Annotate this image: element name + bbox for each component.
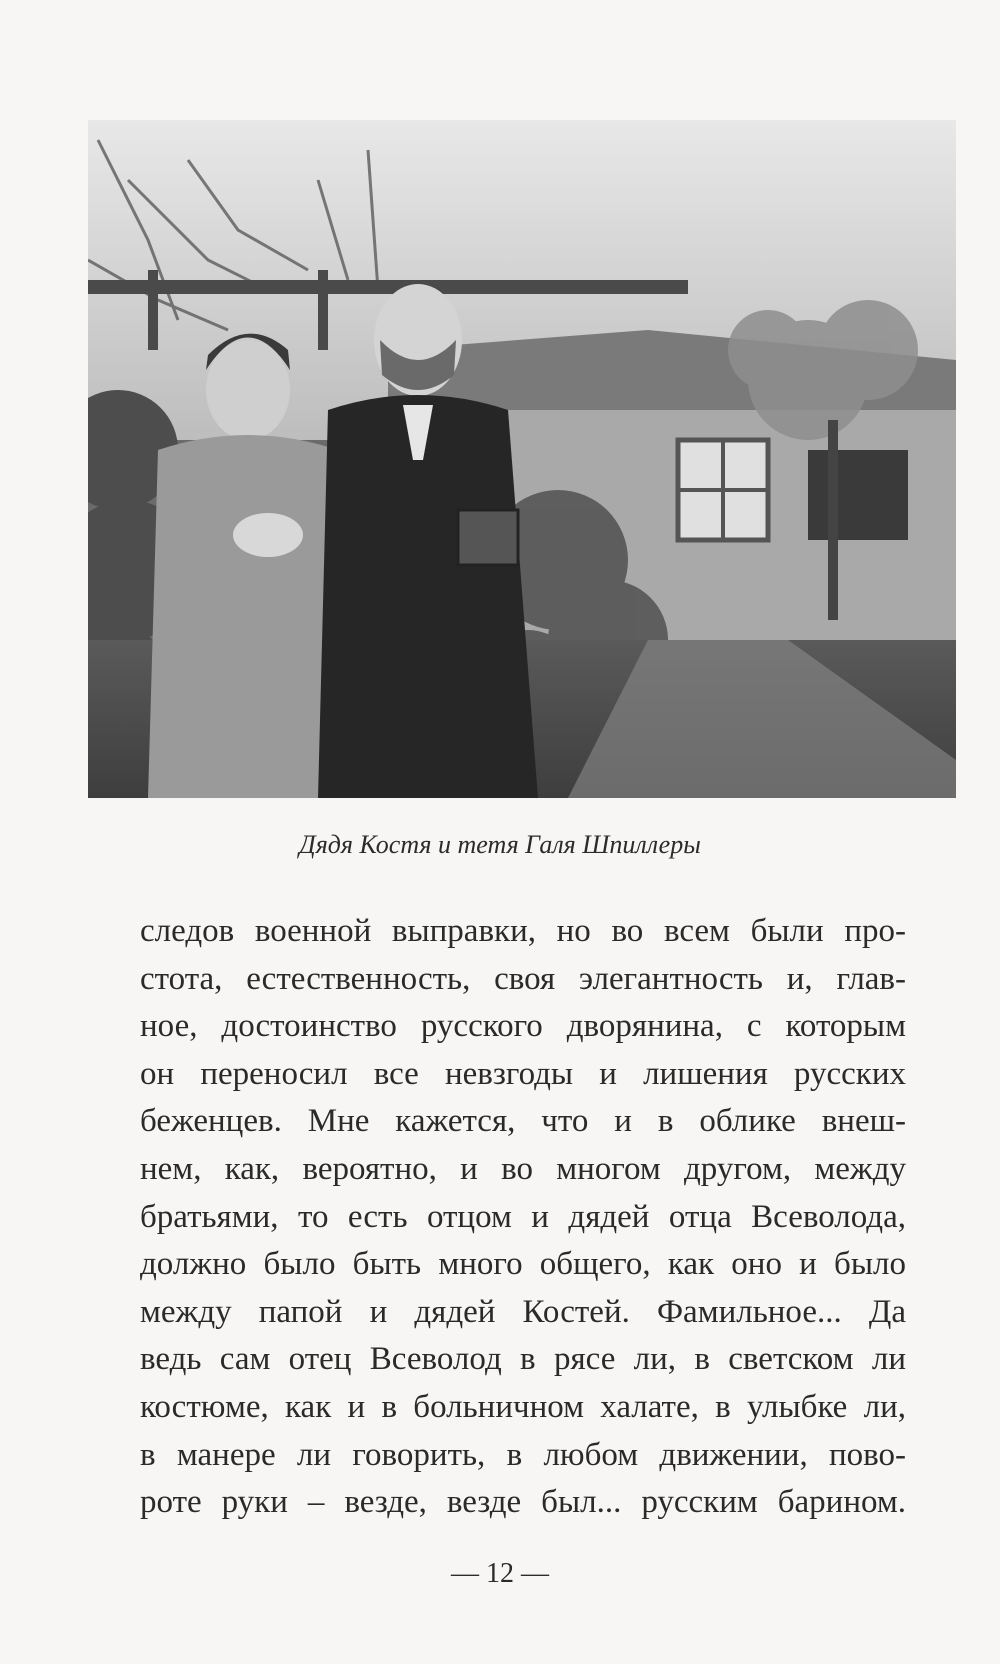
text-line: стота, естественность, своя элегантность и, глав- xyxy=(140,960,906,997)
text-line: ведь сам отец Всеволод в рясе ли, в светском ли xyxy=(140,1341,906,1378)
text-line: братьями, то есть отцом и дядей отца Всеволода, xyxy=(140,1198,906,1235)
text-line: костюме, как и в больничном халате, в улыбке ли, xyxy=(140,1388,906,1425)
photograph xyxy=(88,120,956,798)
text-line: беженцев. Мне кажется, что и в облике внеш- xyxy=(140,1103,906,1140)
text-line: должно было быть много общего, как оно и было xyxy=(140,1246,906,1283)
photo-caption: Дядя Костя и тетя Галя Шпиллеры xyxy=(299,830,701,859)
text-line: роте руки – везде, везде был... русским барином. xyxy=(140,1484,906,1521)
text-line: в манере ли говорить, в любом движении, пово- xyxy=(140,1436,906,1473)
photograph-of-couple-in-garden-icon xyxy=(88,120,956,798)
text-line: между папой и дядей Костей. Фамильное... Да xyxy=(140,1293,906,1330)
page-number: — 12 — xyxy=(451,1558,549,1589)
text-line: он переносил все невзгоды и лишения русских xyxy=(140,1055,906,1092)
body-text xyxy=(140,908,906,1527)
text-line: нем, как, вероятно, и во многом другом, между xyxy=(140,1150,906,1187)
text-line: следов военной выправки, но во всем были про- xyxy=(140,913,906,949)
text-line: ное, достоинство русского дворянина, с которым xyxy=(140,1008,906,1045)
